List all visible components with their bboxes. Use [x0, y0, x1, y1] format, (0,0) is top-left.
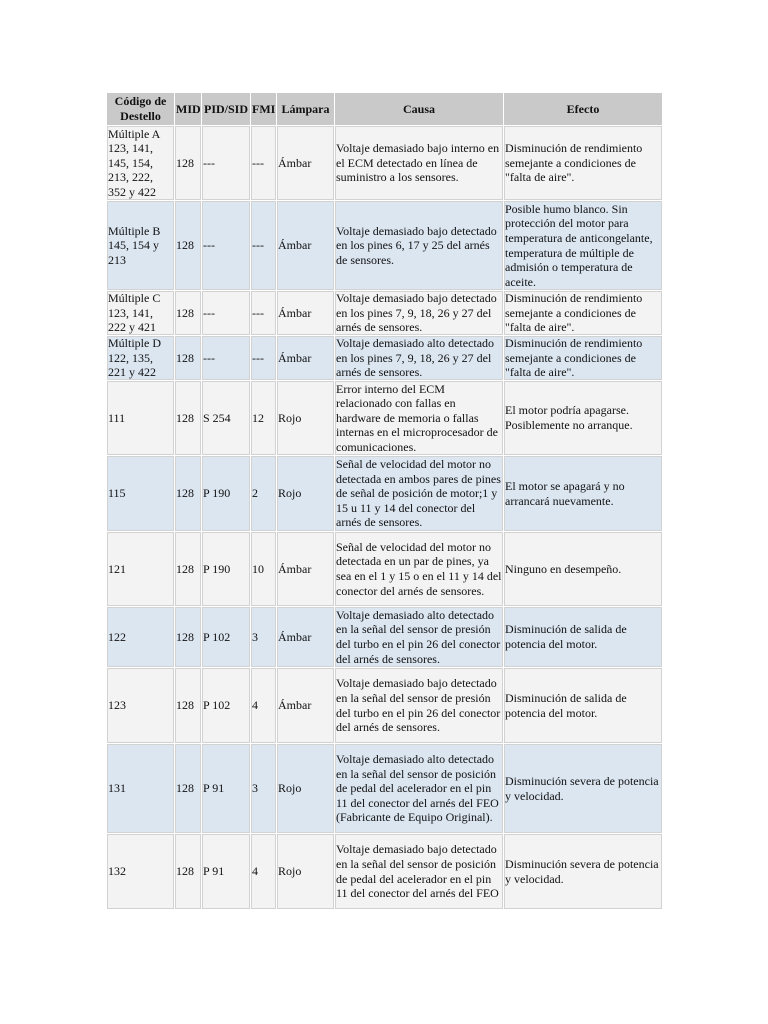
cell-lampara: Ámbar: [277, 532, 334, 606]
cell-pid-sid: P 102: [202, 668, 250, 743]
table-row: [107, 201, 662, 290]
cell-codigo: Múltiple B 145, 154 y 213: [107, 201, 174, 290]
cell-causa: Voltaje demasiado bajo detectado en los pines 7, 9, 18, 26 y 27 del arnés de sensores.: [335, 291, 503, 335]
cell-mid: 128: [175, 834, 201, 909]
cell-codigo: 122: [107, 607, 174, 667]
cell-lampara: Rojo: [277, 834, 334, 909]
cell-fmi: 3: [251, 744, 276, 833]
table-row: [107, 291, 662, 335]
cell-efecto: Disminución de salida de potencia del motor.: [504, 607, 662, 667]
cell-mid: 128: [175, 336, 201, 380]
cell-mid: 128: [175, 201, 201, 290]
cell-pid-sid: ---: [202, 126, 250, 200]
table-row: [107, 336, 662, 380]
cell-codigo: 121: [107, 532, 174, 606]
cell-fmi: 4: [251, 668, 276, 743]
cell-pid-sid: S 254: [202, 381, 250, 455]
cell-lampara: Rojo: [277, 456, 334, 531]
header-causa: Causa: [335, 93, 503, 125]
cell-pid-sid: ---: [202, 201, 250, 290]
cell-efecto: Disminución de salida de potencia del motor.: [504, 668, 662, 743]
cell-lampara: Ámbar: [277, 291, 334, 335]
table-row: [107, 744, 662, 833]
cell-causa: Error interno del ECM relacionado con fallas en hardware de memoria o fallas internas en el microprocesador de comunicaciones.: [335, 381, 503, 455]
cell-fmi: 10: [251, 532, 276, 606]
cell-efecto: Disminución de rendimiento semejante a condiciones de "falta de aire".: [504, 336, 662, 380]
cell-causa: Voltaje demasiado bajo interno en el ECM detectado en línea de suministro a los sensores.: [335, 126, 503, 200]
cell-pid-sid: P 91: [202, 834, 250, 909]
header-lampara: Lámpara: [277, 93, 334, 125]
cell-fmi: ---: [251, 201, 276, 290]
cell-mid: 128: [175, 744, 201, 833]
table-row: [107, 834, 662, 909]
cell-mid: 128: [175, 126, 201, 200]
table-row: [107, 607, 662, 667]
cell-mid: 128: [175, 607, 201, 667]
header-fmi: FMI: [251, 93, 276, 125]
cell-pid-sid: P 190: [202, 456, 250, 531]
cell-pid-sid: P 102: [202, 607, 250, 667]
cell-efecto: Posible humo blanco. Sin protección del motor para temperatura de anticongelante, temperatura de múltiple de admisión o temperatura de aceite.: [504, 201, 662, 290]
cell-lampara: Ámbar: [277, 201, 334, 290]
cell-mid: 128: [175, 291, 201, 335]
cell-codigo: 111: [107, 381, 174, 455]
table-row: [107, 456, 662, 531]
cell-lampara: Ámbar: [277, 336, 334, 380]
cell-codigo: 123: [107, 668, 174, 743]
fault-code-table: [106, 92, 663, 910]
cell-codigo: Múltiple D 122, 135, 221 y 422: [107, 336, 174, 380]
cell-pid-sid: ---: [202, 291, 250, 335]
cell-lampara: Ámbar: [277, 607, 334, 667]
cell-fmi: 2: [251, 456, 276, 531]
cell-fmi: 3: [251, 607, 276, 667]
fault-code-document: [106, 92, 663, 910]
cell-causa: Voltaje demasiado alto detectado en la señal del sensor de posición de pedal del acelerador en el pin 11 del conector del arnés del FEO (Fabricante de Equipo Original).: [335, 744, 503, 833]
cell-codigo: 131: [107, 744, 174, 833]
cell-lampara: Ámbar: [277, 668, 334, 743]
cell-pid-sid: P 190: [202, 532, 250, 606]
cell-efecto: Disminución de rendimiento semejante a condiciones de "falta de aire".: [504, 291, 662, 335]
cell-mid: 128: [175, 668, 201, 743]
header-efecto: Efecto: [504, 93, 662, 125]
cell-fmi: ---: [251, 126, 276, 200]
cell-lampara: Rojo: [277, 744, 334, 833]
cell-causa: Voltaje demasiado bajo detectado en los pines 6, 17 y 25 del arnés de sensores.: [335, 201, 503, 290]
cell-causa: Voltaje demasiado bajo detectado en la señal del sensor de presión del turbo en el pin 26 del conector del arnés de sensores.: [335, 668, 503, 743]
header-pid-sid: PID/SID: [202, 93, 250, 125]
cell-codigo: Múltiple C 123, 141, 222 y 421: [107, 291, 174, 335]
table-row: [107, 126, 662, 200]
header-mid: MID: [175, 93, 201, 125]
cell-efecto: Disminución severa de potencia y velocidad.: [504, 834, 662, 909]
cell-efecto: Ninguno en desempeño.: [504, 532, 662, 606]
cell-causa: Voltaje demasiado alto detectado en los pines 7, 9, 18, 26 y 27 del arnés de sensores.: [335, 336, 503, 380]
cell-efecto: Disminución severa de potencia y velocidad.: [504, 744, 662, 833]
cell-lampara: Rojo: [277, 381, 334, 455]
cell-causa: Voltaje demasiado bajo detectado en la señal del sensor de posición de pedal del acelerador en el pin 11 del conector del arnés del FEO: [335, 834, 503, 909]
cell-efecto: Disminución de rendimiento semejante a condiciones de "falta de aire".: [504, 126, 662, 200]
cell-fmi: 4: [251, 834, 276, 909]
table-header-row: [107, 93, 662, 125]
cell-codigo: Múltiple A 123, 141, 145, 154, 213, 222, 352 y 422: [107, 126, 174, 200]
cell-mid: 128: [175, 381, 201, 455]
cell-efecto: El motor se apagará y no arrancará nuevamente.: [504, 456, 662, 531]
cell-mid: 128: [175, 532, 201, 606]
cell-codigo: 115: [107, 456, 174, 531]
header-codigo: Código de Destello: [107, 93, 174, 125]
table-row: [107, 532, 662, 606]
cell-mid: 128: [175, 456, 201, 531]
table-row: [107, 668, 662, 743]
cell-lampara: Ámbar: [277, 126, 334, 200]
cell-causa: Señal de velocidad del motor no detectada en ambos pares de pines de señal de posición de motor;1 y 15 u 11 y 14 del conector del arnés de sensores.: [335, 456, 503, 531]
cell-fmi: 12: [251, 381, 276, 455]
table-row: [107, 381, 662, 455]
cell-causa: Voltaje demasiado alto detectado en la señal del sensor de presión del turbo en el pin 26 del conector del arnés de sensores.: [335, 607, 503, 667]
cell-efecto: El motor podría apagarse. Posiblemente no arranque.: [504, 381, 662, 455]
cell-causa: Señal de velocidad del motor no detectada en un par de pines, ya sea en el 1 y 15 o en el 11 y 14 del conector del arnés de sensores.: [335, 532, 503, 606]
cell-codigo: 132: [107, 834, 174, 909]
cell-fmi: ---: [251, 336, 276, 380]
cell-fmi: ---: [251, 291, 276, 335]
cell-pid-sid: ---: [202, 336, 250, 380]
cell-pid-sid: P 91: [202, 744, 250, 833]
